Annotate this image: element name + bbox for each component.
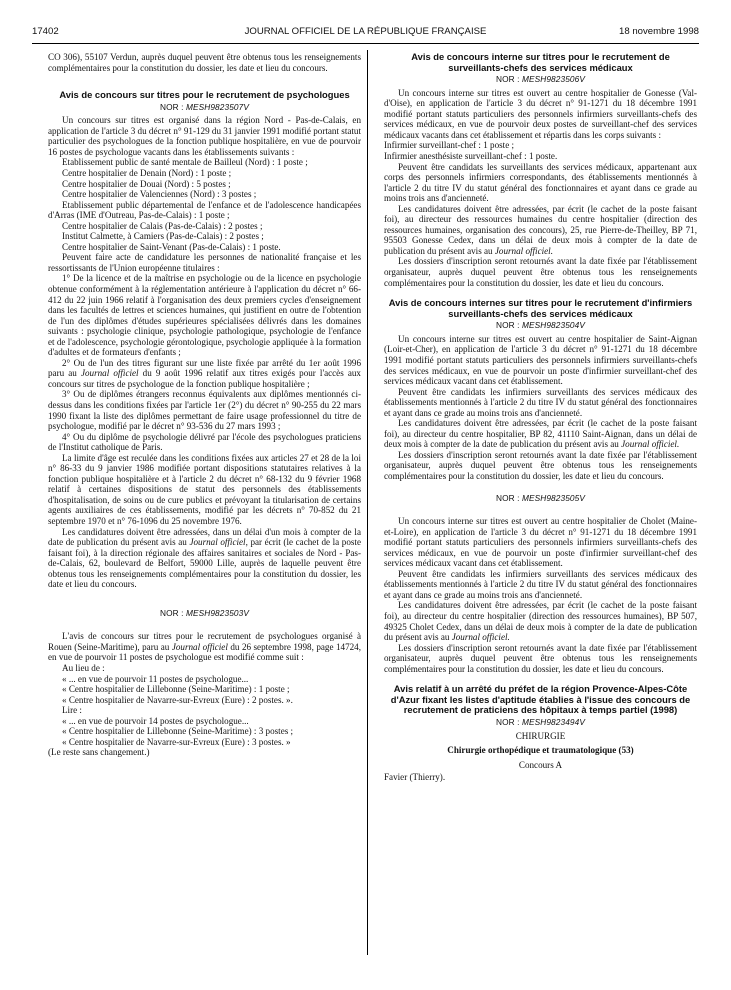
- nor-reference: [48, 608, 361, 619]
- notice-title-arrete-paca: Avis relatif à un arrêté du préfet de la région Provence-Alpes-Côte d'Azur fixant les listes d'aptitude établies à l'issue des concours de recrutement de praticiens des hôpitaux à temps partiel (1998): [390, 683, 691, 716]
- page-number: 17402: [32, 26, 59, 37]
- quote-line: « Centre hospitalier de Lillebonne (Seine-Maritime) : 1 poste ;: [62, 684, 290, 695]
- list-item: Centre hospitalier de Valenciennes (Nord) : 3 postes ;: [62, 189, 257, 200]
- section-heading-chirurgie: CHIRURGIE: [515, 730, 566, 741]
- paragraph: Les dossiers d'inscription seront retournés avant la date fixée par l'établissement organisateur, auprès duquel peuvent être obtenus tous les renseignements complémentaires pour la constitution du dossier, les date et lieu du concours.: [384, 642, 697, 674]
- continued-paragraph: CO 306), 55107 Verdun, auprès duquel peuvent être obtenus tous les renseignements complémentaires pour la constitution du dossier, les date et lieu du concours.: [48, 52, 361, 73]
- specialty-heading: Chirurgie orthopédique et traumatologique (53): [447, 745, 634, 756]
- paragraph: Un concours interne sur titres est ouvert au centre hospitalier de Gonesse (Val-d'Oise), en application de l'article 3 du décret n° 91-1271 du 18 décembre 1991 modifié portant statuts particuliers des personnels infirmiers surveillants-chefs des services médicaux, en vue de pourvoir deux postes de surveillant-chef des services médicaux vacants dans cet établissement et répartis dans les corps suivants :: [384, 87, 697, 140]
- page-header: [32, 26, 699, 42]
- notice-title-infirmiers: Avis de concours internes sur titres pour le recrutement d'infirmiers surveillants-chefs des services médicaux: [388, 297, 693, 319]
- text-run: Les candidatures doivent être adressées, par écrit (le cachet de la poste faisant foi), au directeur du centre hospitalier (direction des ressources humaines), BP 507, 49325 Cholet Cedex, dans un délai de deux mois à compter de la date de publication du présent avis au: [384, 600, 697, 643]
- nor-code: MESH9823504V: [521, 320, 585, 331]
- paragraph: [384, 600, 697, 642]
- issue-date: 18 novembre 1998: [618, 26, 699, 37]
- nor-label: NOR :: [496, 717, 520, 728]
- quote-line: « Centre hospitalier de Navarre-sur-Evreux (Eure) : 2 postes. ».: [62, 694, 293, 705]
- text-run: du 26 septembre 1998, page 14724, en vue de pourvoir 11 postes de psychologue est modifié comme suit :: [48, 641, 361, 663]
- list-item: Centre hospitalier de Calais (Pas-de-Calais) : 2 postes ;: [62, 220, 263, 231]
- paragraph: 1° De la licence et de la maîtrise en psychologie ou de la licence en psychologie obtenue conformément à la réglementation antérieure à l'application du décret n° 66-412 du 22 juin 1966 relatif à l'organisation des deux premiers cycles d'enseignement dans les facultés de lettres et sciences humaines, qui justifient en outre de l'obtention de l'un des diplômes d'études supérieures spécialisées délivrés dans les domaines suivants : psychologie clinique, psychologie pathologique, psychologie de l'enfance et de l'adolescence, psychologie gérontologique, psychologie appliquée à la formation d'adultes et de formateurs d'enfants ;: [48, 273, 361, 358]
- nor-code: MESH9823507V: [185, 101, 249, 112]
- list-item: Infirmier anesthésiste surveillant-chef : 1 poste.: [384, 151, 558, 162]
- paragraph: [48, 631, 361, 663]
- journal-officiel-ref: Journal officiel: [171, 641, 228, 652]
- text-run: Les candidatures doivent être adressées, par écrit (le cachet de la poste faisant foi), au directeur du centre hospitalier, BP 82, 41110 Saint-Aignan, dans un délai de deux mois à compter de la date de publication du présent avis au: [384, 418, 697, 450]
- left-column: [48, 52, 361, 758]
- paragraph: Peuvent être candidats les surveillants des services médicaux, appartenant aux corps des personnels infirmiers correspondants, des établissements mentionnés à l'article 2 du titre IV du statut général des fonctionnaires et ayant dans ce grade au moins trois ans d'ancienneté.: [384, 161, 697, 204]
- list-item: Institut Calmette, à Camiers (Pas-de-Calais) : 2 postes ;: [62, 231, 264, 242]
- nor-reference: [384, 717, 697, 728]
- paragraph: Peuvent être candidats les infirmiers surveillants des services médicaux des établissements mentionnés à l'article 2 du titre IV du statut général des fonctionnaires et ayant dans ce grade au moins trois ans d'ancienneté.: [384, 568, 697, 600]
- list-item: Etablissement public départemental de l'enfance et de l'adolescence handicapées d'Arras (IME d'Outreau, Pas-de-Calais) : 1 poste ;: [48, 199, 361, 221]
- nor-code: MESH9823503V: [185, 607, 249, 618]
- quote-line: « ... en vue de pourvoir 14 postes de psychologue...: [62, 715, 249, 726]
- notice-title-surveillants-chefs: Avis de concours interne sur titres pour le recrutement de surveillants-chefs des services médicaux: [411, 51, 670, 73]
- journal-officiel-ref: Journal officiel.: [621, 439, 680, 450]
- list-item: Centre hospitalier de Douai (Nord) : 5 postes ;: [62, 178, 231, 189]
- paragraph: [48, 358, 361, 390]
- text-run: , par écrit (le cachet de la poste faisant foi), à la direction régionale des affaires sanitaires et sociales de Nord - Pas-de-Calais, 62, boulevard de Belfort, 59000 Lille, auprès de laquelle peuvent être obtenus tous les renseignements complémentaires pour la constitution du dossier, les date et lieu du concours.: [48, 537, 361, 590]
- right-column: [384, 52, 697, 783]
- nor-label: NOR :: [496, 74, 520, 85]
- text-run: L'avis de concours sur titres pour le recrutement de psychologues organisé à Rouen (Seine-Maritime), paru au: [48, 631, 361, 652]
- concours-label: Concours A: [518, 759, 563, 770]
- paragraph: Un concours interne sur titres est ouvert au centre hospitalier de Cholet (Maine-et-Loire), en application de l'article 3 du décret n° 91-1271 du 18 décembre 1991 modifié portant statuts particuliers des personnels infirmiers surveillants-chefs des services médicaux, en vue de pourvoir un poste d'infirmier surveillant-chef des services médicaux vacant dans cet établissement.: [384, 516, 697, 569]
- paragraph: La limite d'âge est reculée dans les conditions fixées aux articles 27 et 28 de la loi n° 86-33 du 9 janvier 1986 modifiée portant dispositions statutaires relatives à la fonction publique hospitalière et à l'article 2 du décret n° 68-132 du 9 février 1968 relatif à certaines dispositions de statut des personnels des établissements d'hospitalisation, de soins ou de cure publics et prévoyant la titularisation de certains agents auxiliaires de ces établissements, modifié par les décrets n° 70-852 du 21 septembre 1970 et n° 76-1096 du 25 novembre 1976.: [48, 452, 361, 527]
- notice-title-psychologues: Avis de concours sur titres pour le recrutement de psychologues: [59, 89, 350, 101]
- paragraph: Un concours interne sur titres est ouvert au centre hospitalier de Saint-Aignan (Loir-et-Cher), en application de l'article 3 du décret n° 91-1271 du 18 décembre 1991 modifié portant statuts particuliers des personnels infirmiers surveillants-chefs des services médicaux, en vue de pourvoir un poste d'infirmier surveillant-chef des services médicaux vacant dans cet établissement.: [384, 333, 697, 387]
- rest-unchanged: (Le reste sans changement.): [48, 747, 150, 758]
- candidate-name: Favier (Thierry).: [384, 772, 446, 783]
- text-run: du 9 août 1996 relatif aux titres exigés pour l'accès aux concours sur titres de psychologue de la fonction publique hospitalière ;: [48, 368, 361, 389]
- journal-officiel-ref: Journal officiel.: [494, 245, 553, 256]
- list-item: Etablissement public de santé mentale de Bailleul (Nord) : 1 poste ;: [62, 157, 308, 168]
- paragraph: 4° Ou du diplôme de psychologie délivré par l'école des psychologues praticiens de l'Institut catholique de Paris.: [48, 431, 361, 453]
- nor-reference: [384, 74, 697, 85]
- nor-label: NOR :: [496, 492, 520, 503]
- nor-reference: [384, 320, 697, 331]
- journal-officiel-ref: Journal officiel: [80, 368, 139, 379]
- paragraph: [48, 527, 361, 590]
- list-item: Centre hospitalier de Saint-Venant (Pas-de-Calais) : 1 poste.: [62, 241, 281, 252]
- nor-reference: [48, 102, 361, 113]
- nor-code: MESH9823494V: [521, 717, 585, 728]
- lire-label: Lire :: [62, 705, 82, 716]
- paragraph: Peuvent faire acte de candidature les personnes de nationalité française et les ressortissants de l'Union européenne titulaires :: [48, 252, 361, 273]
- list-item: Centre hospitalier de Denain (Nord) : 1 poste ;: [62, 167, 232, 178]
- paragraph: Les dossiers d'inscription seront retournés avant la date fixée par l'établissement organisateur, auprès duquel peuvent être obtenus tous les renseignements complémentaires pour la constitution du dossier, les date et lieu du concours.: [384, 449, 697, 481]
- paragraph: [384, 418, 697, 450]
- text-run: Les candidatures doivent être adressées, par écrit (le cachet de la poste faisant foi), au directeur des ressources humaines du centre hospitalier (direction des ressources humaines, organisation des concours), 25, rue Pierre-de-Theilley, BP 71, 95503 Gonesse Cedex, dans un délai de deux mois à compter de la date de publication du présent avis au: [384, 203, 697, 256]
- text-run: 2° Ou de l'un des titres figurant sur une liste fixée par arrêté du 1er août 1996 paru au: [48, 357, 361, 379]
- header-rule: [32, 43, 699, 44]
- nor-label: NOR :: [160, 607, 184, 618]
- list-item: Infirmier surveillant-chef : 1 poste ;: [384, 140, 515, 151]
- journal-officiel-ref: Journal officiel.: [451, 632, 510, 643]
- quote-line: « Centre hospitalier de Navarre-sur-Evreux (Eure) : 3 postes. »: [62, 736, 291, 747]
- paragraph: Peuvent être candidats les infirmiers surveillants des services médicaux des établissements mentionnés à l'article 2 du titre IV du statut général des fonctionnaires et ayant dans ce grade au moins trois ans d'ancienneté.: [384, 386, 697, 418]
- journal-title: JOURNAL OFFICIEL DE LA RÉPUBLIQUE FRANÇAISE: [244, 26, 487, 37]
- nor-code: MESH9823506V: [521, 74, 585, 85]
- paragraph: 3° Ou de diplômes étrangers reconnus équivalents aux diplômes mentionnés ci-dessus dans les conditions fixées par l'article 1er (2°) du décret n° 90-255 du 22 mars 1990 fixant la liste des diplômes permettant de faire usage professionnel du titre de psychologue, modifié par le décret n° 93-536 du 27 mars 1993 ;: [48, 389, 361, 432]
- column-divider: [367, 50, 368, 955]
- nor-label: NOR :: [496, 320, 520, 331]
- quote-line: « ... en vue de pourvoir 11 postes de psychologue...: [62, 673, 249, 684]
- paragraph: Les dossiers d'inscription seront retournés avant la date fixée par l'établissement organisateur, auprès duquel peuvent être obtenus tous les renseignements complémentaires pour la constitution du dossier, les date et lieu du concours.: [384, 256, 697, 288]
- au-lieu-label: Au lieu de :: [62, 663, 105, 674]
- quote-line: « Centre hospitalier de Lillebonne (Seine-Maritime) : 3 postes ;: [62, 726, 294, 737]
- paragraph: [384, 204, 697, 257]
- paragraph: Un concours sur titres est organisé dans la région Nord - Pas-de-Calais, en application de l'article 3 du décret n° 91-129 du 31 janvier 1991 modifié portant statut particulier des psychologues de la fonction publique hospitalière, en vue de pourvoir 16 postes de psychologue vacants dans les établissements suivants :: [48, 115, 361, 157]
- nor-label: NOR :: [160, 101, 184, 112]
- journal-officiel-ref: Journal officiel: [189, 537, 246, 548]
- text-run: Les candidatures doivent être adressées, dans un délai d'un mois à compter de la date de publication du présent avis au: [48, 526, 361, 548]
- nor-code: MESH9823505V: [521, 492, 585, 503]
- nor-reference: [384, 493, 697, 504]
